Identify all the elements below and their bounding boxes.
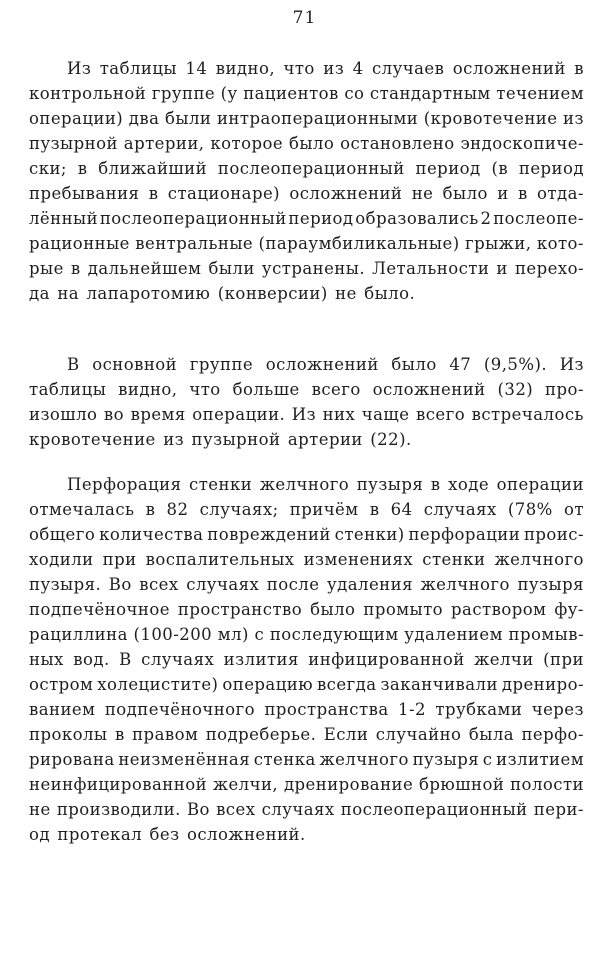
text-line: рирована неизменённая стенка желчного пузыря с излитием [29, 750, 584, 769]
page-number: 71 [292, 8, 317, 28]
text-line: кровотечение из пузырной артерии (22). [29, 430, 412, 449]
text-line: ных вод. В случаях излития инфицированной желчи (при [29, 650, 584, 669]
text-line: рациллина (100-200 мл) с последующим удалением промыв- [29, 625, 584, 644]
text-line: общего количества повреждений стенки) перфорации проис- [29, 525, 584, 544]
text-line: пузыря. Во всех случаях после удаления желчного пузыря [29, 575, 584, 594]
text-line: подпечёночное пространство было промыто раствором фу- [29, 600, 584, 619]
text-line: ски; в ближайший послеоперационный период (в период [29, 159, 584, 178]
text-line: В основной группе осложнений было 47 (9,5%). Из [67, 355, 584, 374]
text-line: контрольной группе (у пациентов со стандартным течением [29, 84, 584, 103]
text-line: ходили при воспалительных изменениях стенки желчного [29, 550, 584, 569]
text-line: лённый послеоперационный период образовались 2 послеопе- [29, 209, 584, 228]
text-line: остром холецистите) операцию всегда заканчивали дрениро- [29, 675, 584, 694]
text-line: не производили. Во всех случаях послеоперационный пери- [29, 800, 584, 819]
text-line: проколы в правом подреберье. Если случайно была перфо- [29, 725, 584, 744]
text-line: операции) два были интраоперационными (кровотечение из [29, 109, 584, 128]
text-line: Из таблицы 14 видно, что из 4 случаев осложнений в [67, 59, 584, 78]
text-line: неинфицированной желчи, дренирование брюшной полости [29, 775, 584, 794]
text-line: изошло во время операции. Из них чаще всего встречалось [29, 405, 584, 424]
text-line: Перфорация стенки желчного пузыря в ходе операции [67, 475, 584, 494]
paragraph-gallbladder-perforation [29, 472, 584, 847]
text-line: отмечалась в 82 случаях; причём в 64 случаях (78% от [29, 500, 584, 519]
text-line: ванием подпечёночного пространства 1-2 трубками через [29, 700, 584, 719]
text-line: од протекал без осложнений. [29, 825, 306, 844]
text-line: пребывания в стационаре) осложнений не было и в отда- [29, 184, 584, 203]
text-line: рые в дальнейшем были устранены. Летальности и перехо- [29, 259, 584, 278]
text-line: таблицы видно, что больше всего осложнений (32) про- [29, 380, 584, 399]
text-line: пузырной артерии, которое было остановлено эндоскопиче- [29, 134, 584, 153]
text-line: да на лапаротомию (конверсии) не было. [29, 284, 416, 303]
paragraph-control-group-complications [29, 56, 584, 306]
paragraph-main-group-complications [29, 352, 584, 452]
text-line: рационные вентральные (параумбиликальные) грыжи, кото- [29, 234, 584, 253]
